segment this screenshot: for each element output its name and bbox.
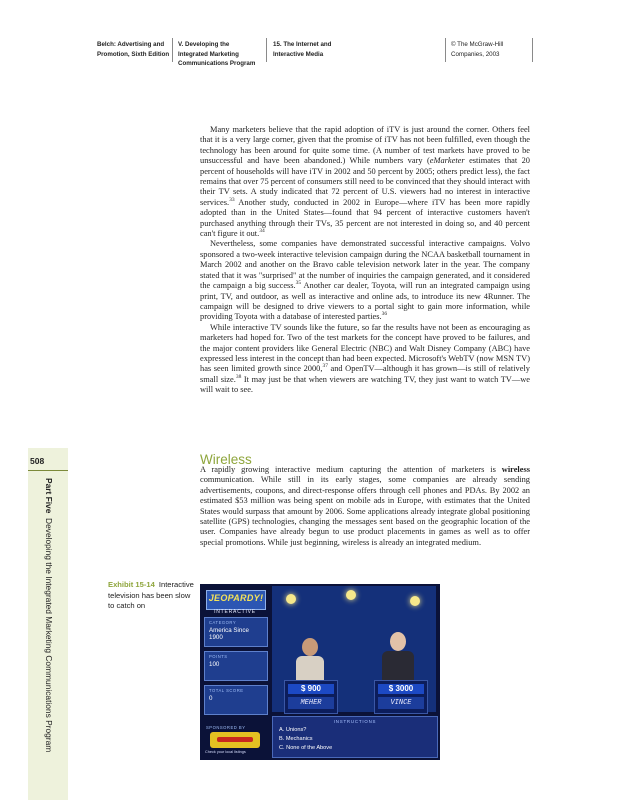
exhibit-caption-text: Interactive television has been slow to catch on [108, 580, 194, 611]
category-value-line2: 1900 [209, 634, 223, 641]
footnote-ref: 33 [229, 197, 235, 204]
footnote-ref: 36 [381, 311, 388, 318]
contestant-head-icon [302, 638, 318, 656]
header-chapter-line2: Interactive Media [273, 50, 324, 58]
exhibit-caption [108, 580, 194, 612]
text: estimates that 20 percent of households will have iTV in 2002 and 50 percent by 2005; others predict less), the fact remains that over 75 percent of consumers still need to be convinced that they should interact with their TV sets. A study indicated that 72 percent of U.S. viewers had no interest in interactive services. [200, 156, 530, 207]
interactive-label: INTERACTIVE [214, 609, 256, 615]
header-part-line1: V. Developing the [178, 41, 230, 48]
contestant-head-icon [390, 632, 406, 651]
text: Another study, conducted in 2002 in Europe—where iTV has been more rapidly adopted than in the United States—found that 94 percent of interactive customers haven't purchased anything through their TVs, 35 percent are not interested in doing so, and 40 percent can't figure it out. [200, 197, 530, 239]
wireless-paragraph [200, 465, 530, 548]
contestant-2-score: $ 3000 [378, 684, 424, 694]
header-part-line3: Communications Program [178, 60, 256, 68]
header-divider [266, 38, 267, 62]
header-book-title [97, 40, 171, 59]
part-label: Part Five [44, 478, 54, 514]
sponsor-logo-icon [210, 732, 260, 748]
page-number-rule [28, 470, 68, 471]
text: Another car dealer, Toyota, will run an integrated campaign using print, TV, and outdoor, as well as interactive and online ads, to introduce its new 4Runner. The campaign will be designed to drive viewers to a portal sight to gain more information, while providing Toyota with a database of interested parties. [200, 281, 531, 322]
category-box [204, 617, 268, 647]
intro-paragraph-1 [200, 125, 530, 239]
footnote-ref: 34 [259, 228, 265, 235]
text: and OpenTV—although it has grown—is still of relatively small size. [200, 364, 530, 384]
answer-option-b: B. Mechanics [279, 736, 313, 742]
category-label: CATEGORY [209, 620, 237, 625]
header-divider [445, 38, 446, 62]
footnote-ref: 35 [295, 280, 302, 287]
section-heading-wireless: Wireless [200, 452, 252, 467]
logo-text: JEOPARDY! [208, 593, 264, 603]
total-score-label: TOTAL SCORE [209, 688, 244, 693]
intro-paragraph-3 [200, 323, 530, 396]
header-copyright [451, 40, 536, 59]
header-book-line2: Promotion, Sixth Edition [97, 50, 170, 58]
stage-light-icon [286, 594, 296, 604]
contestant-1-podium [284, 680, 338, 714]
stage-light-icon [346, 590, 356, 600]
answer-option-a: A. Unions? [279, 727, 307, 733]
text: While interactive TV sounds like the future, so far the results have not been as encouraging as marketers had hoped for. Two of the test markets for the concept have proved to be failures, and the major content providers like General Electric (NBC) and Walt Disney Company (ABC) have expressed less interest in the concept than had been expected. Microsoft's WebTV (now MSN TV) has seen limited growth since 2000, [200, 322, 530, 374]
header-divider [532, 38, 533, 62]
points-value: 100 [209, 661, 220, 668]
key-term: wireless [501, 465, 530, 474]
contestant-body-icon [296, 656, 324, 680]
text: A rapidly growing interactive medium capturing the attention of marketers is [200, 465, 502, 474]
contestant-1-score: $ 900 [288, 684, 334, 694]
text: Nevertheless, some companies have demonstrated successful interactive campaigns. Volvo sponsored a two-week interactive television campaign during the NCAA basketball tournament in March 2002 and another on the Bravo cable television network later in the year. The company stated that it was "surprised" at the number of inquiries the campaign generated, and it considered the campaign a big success. [200, 239, 530, 291]
running-part-title [44, 478, 54, 752]
header-chapter-title [273, 40, 363, 59]
points-label: POINTS [209, 654, 228, 659]
instructions-label: INSTRUCTIONS [333, 719, 377, 724]
contestant-2-podium [374, 680, 428, 714]
header-part-line2: Integrated Marketing [178, 50, 239, 58]
exhibit-number: Exhibit 15-14 [108, 580, 155, 589]
category-value-line1: America Since [209, 627, 249, 634]
text-emphasis: eMarketer [429, 156, 465, 166]
text: communication. While still in its early stages, some companies are already sending advertisements, coupons, and direct-response offers through cell phones and PDAs. By 2002 an estimated $53 million was being spent on mobile ads in Europe, with estimates that the United States would surpass that amount by 2006. Some applications already integrate global positioning satellite (GPS) technologies, changing the messages sent based on the geographic location of the user. Companies have already begun to use product placements in games as well as to offer special promotions. While just beginning, wireless is already an integrated medium. [200, 475, 530, 547]
total-score-value: 0 [209, 695, 213, 702]
wireless-body [200, 465, 530, 548]
contestant-2-name: VINCE [378, 697, 424, 709]
page-number: 508 [30, 456, 45, 466]
jeopardy-logo [206, 590, 266, 610]
header-part-title [178, 40, 266, 69]
part-title-text: Developing the Integrated Marketing Communications Program [44, 518, 54, 753]
header-copyright-line1: © The McGraw-Hill [451, 41, 504, 48]
intro-paragraph-2 [200, 239, 530, 322]
points-box [204, 651, 268, 681]
local-listings-text: Check your local listings [205, 750, 246, 754]
header-divider [172, 38, 173, 62]
header-chapter-line1: 15. The Internet and [273, 41, 332, 48]
answer-option-c: C. None of the Above [279, 745, 333, 751]
footnote-ref: 38 [235, 373, 242, 380]
exhibit-photo-itv-screen [200, 584, 440, 760]
footnote-ref: 37 [322, 363, 328, 370]
text: It may just be that when viewers are watching TV, they just want to watch TV—we will wait to see. [200, 374, 530, 395]
stage-light-icon [410, 596, 420, 606]
contestant-1-name: MEHER [288, 697, 334, 709]
sponsored-label: SPONSORED BY [206, 725, 246, 730]
total-score-box [204, 685, 268, 715]
text: Many marketers believe that the rapid adoption of iTV is just around the corner. Others feel that it is a very large corner, given that the promise of iTV has not been fulfilled, even though the technology has been around for quite some time. (A number of test markets have proved to be unsuccessful and have been abandoned.) While numbers vary ( [200, 125, 530, 166]
intro-body [200, 125, 530, 396]
header-copyright-line2: Companies, 2003 [451, 50, 500, 58]
header-book-line1: Belch: Advertising and [97, 41, 165, 48]
contestant-body-icon [382, 651, 414, 680]
instructions-panel [272, 716, 438, 758]
category-value [209, 627, 249, 641]
